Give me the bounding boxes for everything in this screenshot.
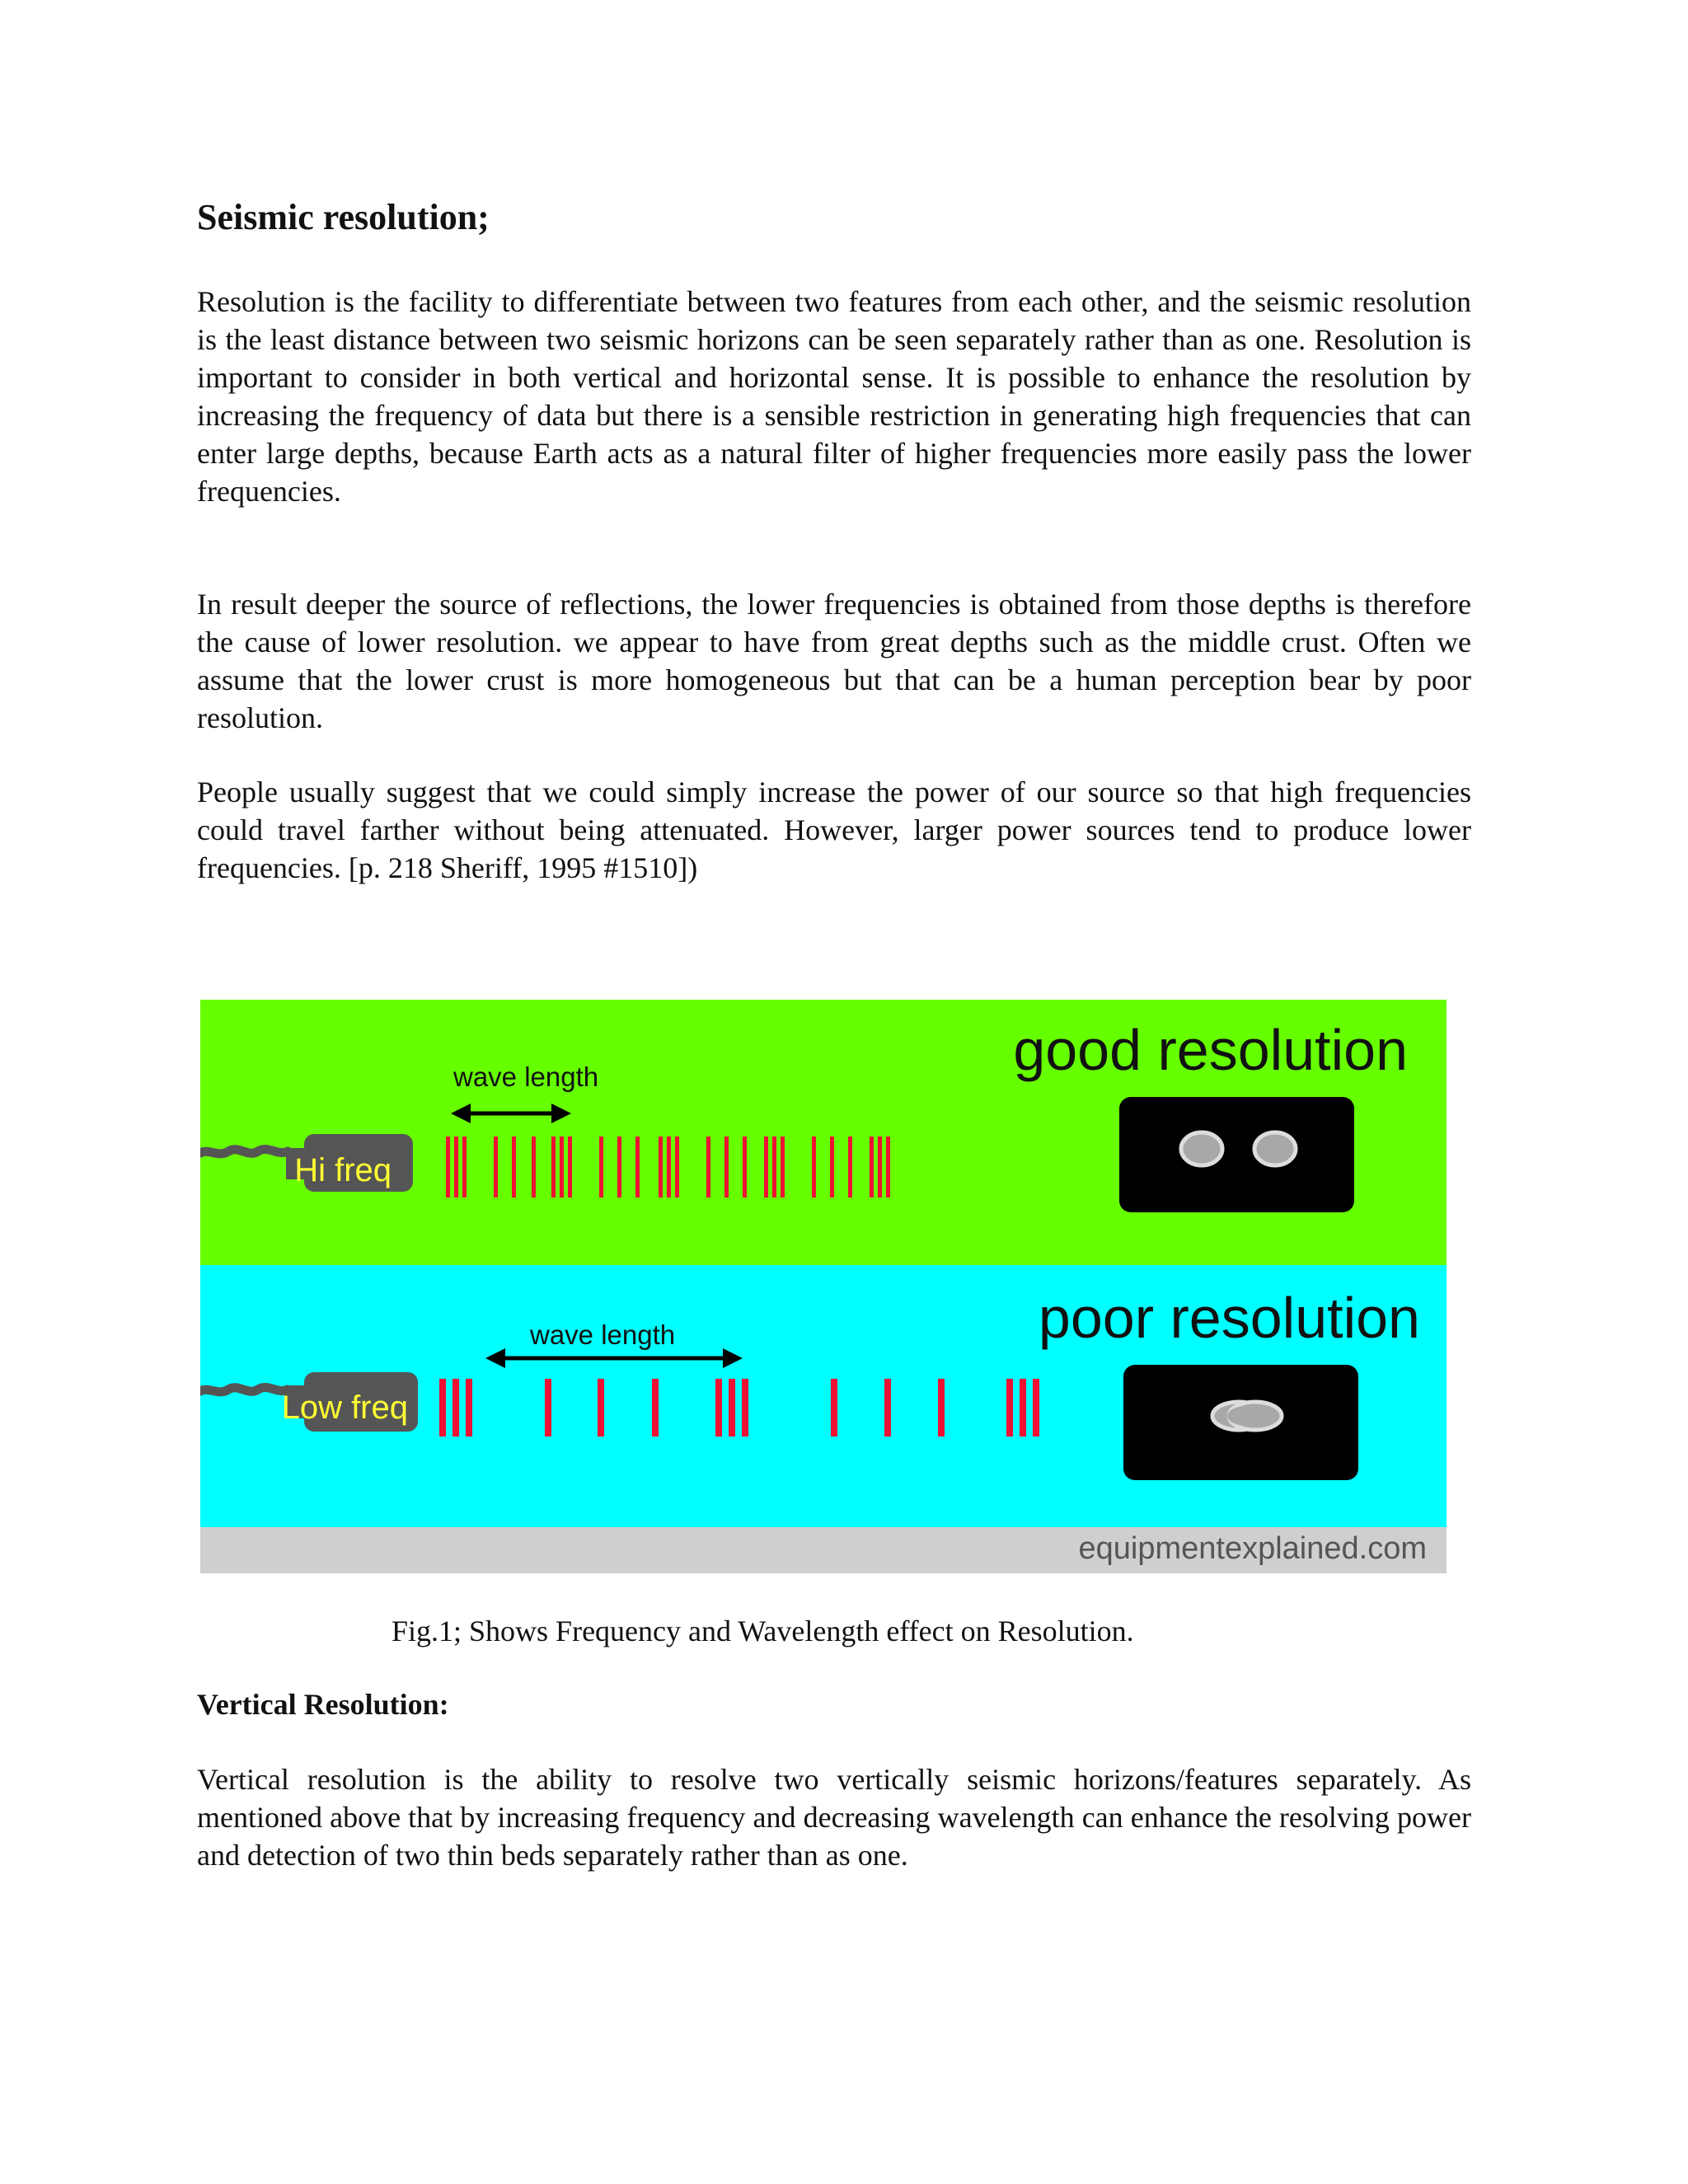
pulse-bar — [617, 1137, 621, 1197]
pulse-bar — [831, 1379, 837, 1436]
pulse-bar — [568, 1137, 572, 1197]
pulse-bar — [560, 1137, 564, 1197]
pulse-bar — [545, 1379, 551, 1436]
pulse-bar — [652, 1379, 659, 1436]
pulse-bar — [886, 1137, 890, 1197]
good-resolution-target — [1119, 1097, 1354, 1212]
pulse-bar — [870, 1137, 874, 1197]
pulse-bar — [772, 1137, 776, 1197]
page-title: Seismic resolution; — [197, 197, 490, 237]
pulse-bar — [743, 1137, 747, 1197]
pulse-bar — [635, 1137, 640, 1197]
pulse-bar — [706, 1137, 710, 1197]
pulse-bar — [598, 1379, 604, 1436]
pulse-bar — [830, 1137, 834, 1197]
pulse-bar — [512, 1137, 516, 1197]
paragraph-vertical-resolution: Vertical resolution is the ability to resolve two vertically seismic horizons/features separately. As mentioned above that by increasing frequency and decreasing wavelength can enhance the resolving power and detection of two thin beds separately rather than as one. — [197, 1763, 1471, 1872]
good-resolution-heading: good resolution — [1013, 1018, 1408, 1082]
pulse-bar — [884, 1379, 891, 1436]
pulse-bar — [667, 1137, 671, 1197]
pulse-bar — [715, 1379, 722, 1436]
pulse-bar — [729, 1379, 735, 1436]
poor-resolution-target — [1123, 1365, 1358, 1480]
poor-resolution-heading: poor resolution — [1038, 1286, 1420, 1350]
paragraph-source-power: People usually suggest that we could simply increase the power of our source so that high frequencies could travel farther without being attenuated. However, larger power sources tend to produce lower frequencies. [p. 218 Sheriff, 1995 #1510]) — [197, 776, 1471, 884]
pulse-bar — [659, 1137, 663, 1197]
pulse-bar — [532, 1137, 536, 1197]
low-freq-label: Low freq — [281, 1390, 408, 1426]
top-wave-length-label: wave length — [453, 1062, 599, 1092]
pulse-bar — [724, 1137, 729, 1197]
pulse-bar — [742, 1379, 748, 1436]
section-heading-vertical-resolution: Vertical Resolution: — [197, 1688, 449, 1721]
pulse-bar — [764, 1137, 768, 1197]
pulse-bar — [1033, 1379, 1039, 1436]
resolution-figure — [200, 1000, 1447, 1573]
hi-freq-label: Hi freq — [294, 1152, 392, 1188]
pulse-bar — [462, 1137, 467, 1197]
watermark-text: equipmentexplained.com — [1078, 1531, 1427, 1566]
paragraph-depth: In result deeper the source of reflections, the lower frequencies is obtained from those depths is therefore the cause of lower resolution. we appear to have from great depths such as the middle crust. Often we assume that the lower crust is more homogeneous but that can be a human perception bear by poor resolution. — [197, 588, 1471, 734]
pulse-bar — [494, 1137, 498, 1197]
pulse-bar — [938, 1379, 945, 1436]
pulse-bar — [439, 1379, 446, 1436]
pulse-bar — [551, 1137, 556, 1197]
pulse-bar — [452, 1379, 459, 1436]
pulse-bar — [878, 1137, 882, 1197]
pulse-bar — [848, 1137, 852, 1197]
pulse-bar — [599, 1137, 603, 1197]
pulse-bar — [1020, 1379, 1026, 1436]
pulse-bar — [781, 1137, 785, 1197]
pulse-bar — [446, 1137, 450, 1197]
pulse-bar — [1006, 1379, 1013, 1436]
pulse-bar — [454, 1137, 458, 1197]
pulse-bar — [675, 1137, 679, 1197]
figure-caption: Fig.1; Shows Frequency and Wavelength effect on Resolution. — [392, 1615, 1134, 1647]
pulse-bar — [466, 1379, 472, 1436]
paragraph-intro: Resolution is the facility to differentiate between two features from each other, and the seismic resolution is the least distance between two seismic horizons can be seen separately rather than as one. Resolution is important to consider in both vertical and horizontal sense. It is possible to enhance the resolution by increasing the frequency of data but there is a sensible restriction in generating high frequencies that can enter large depths, because Earth acts as a natural filter of higher frequencies more easily pass the lower frequencies. — [197, 285, 1471, 508]
bottom-wave-length-label: wave length — [530, 1319, 676, 1350]
pulse-bar — [812, 1137, 816, 1197]
